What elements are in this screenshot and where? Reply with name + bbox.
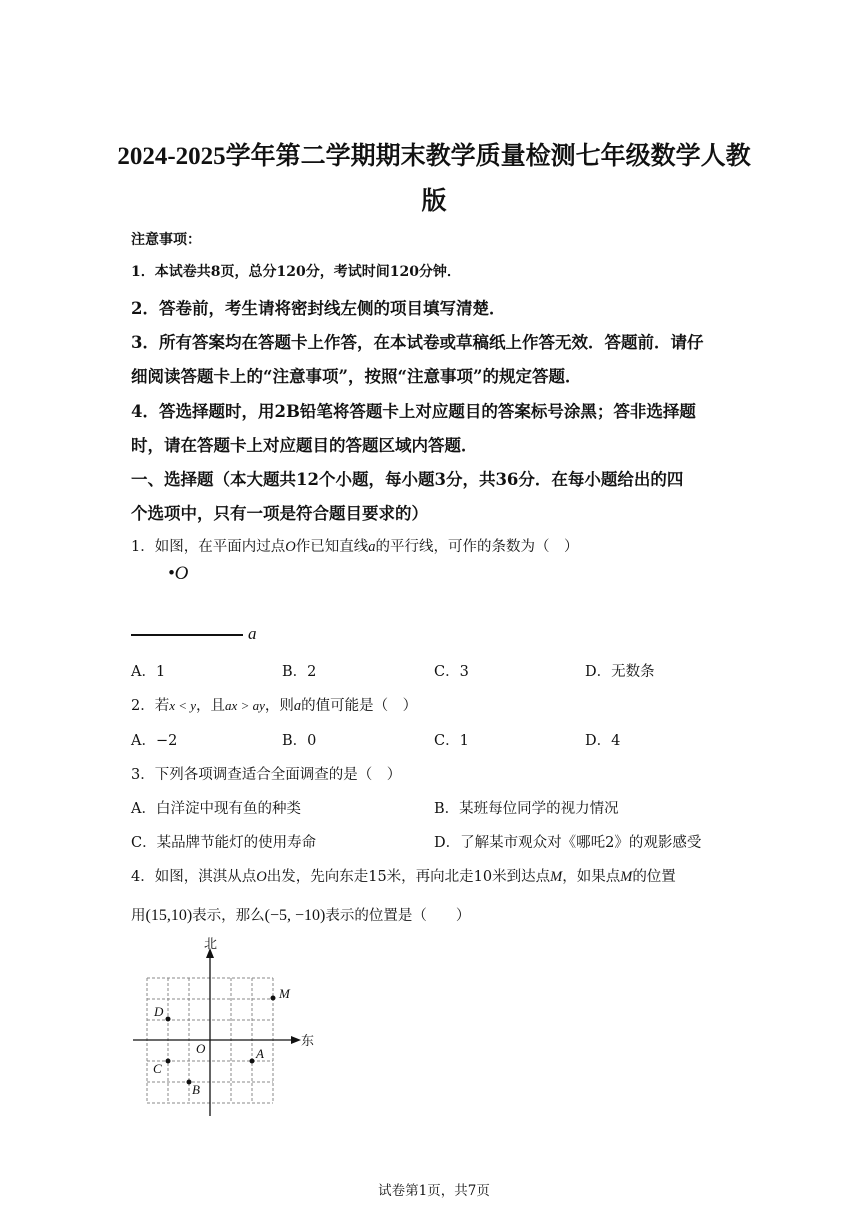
q2-option-c[interactable]: C．1 — [434, 733, 469, 749]
q2-stem-part: ，且 — [196, 698, 226, 714]
section-heading-line2: 个选项中，只有一项是符合题目要求的） — [131, 504, 428, 523]
q4-stem-part: 的位置 — [632, 869, 676, 885]
page-title-continued: 版 — [421, 188, 447, 215]
q4-axes — [133, 952, 297, 1116]
question-4-stem-line1 — [131, 865, 676, 886]
q4-point-c-label: C — [153, 1061, 162, 1076]
q4-stem-part: ，如果点 — [562, 869, 621, 885]
q4-point-m-label: M — [279, 986, 290, 1001]
q4-var-m: M — [550, 869, 563, 885]
q2-option-d[interactable]: D．4 — [585, 733, 621, 749]
q4-point-d — [166, 1017, 171, 1022]
question-1-stem — [131, 535, 578, 556]
q4-coordinate-query: (−5, −10) — [264, 907, 326, 924]
q1-var-a: a — [368, 539, 376, 555]
q1-figure-line-label: a — [248, 624, 257, 643]
q4-east-label: 东 — [301, 1033, 315, 1048]
q1-stem-part: 的平行线，可作的条数为（ ） — [375, 539, 579, 555]
q4-point-a-label: A — [256, 1046, 264, 1061]
q1-var-o: O — [285, 539, 296, 555]
q3-option-d[interactable]: D．了解某市观众对《哪吒2》的观影感受 — [434, 835, 702, 851]
q2-option-b[interactable]: B．0 — [282, 733, 317, 749]
q1-option-a[interactable]: A．1 — [131, 664, 166, 680]
note-4-line2: 时，请在答题卡上对应题目的答题区域内答题． — [131, 436, 478, 455]
q1-option-c[interactable]: C．3 — [434, 664, 469, 680]
q4-point-m — [271, 996, 276, 1001]
q1-stem-part: 作已知直线 — [295, 539, 369, 555]
q3-option-c[interactable]: C．某品牌节能灯的使用寿命 — [131, 835, 317, 851]
note-3-line2: 细阅读答题卡上的“注意事项”，按照“注意事项”的规定答题． — [131, 367, 582, 386]
note-1: 1．本试卷共8页，总分120分，考试时间120分钟． — [131, 264, 461, 280]
q1-option-b[interactable]: B．2 — [282, 664, 317, 680]
q1-figure-point-o: •O — [168, 563, 189, 584]
q4-x-axis-arrow — [291, 1036, 301, 1044]
q4-coordinate-m: (15,10) — [145, 907, 193, 924]
question-2-stem — [131, 694, 417, 715]
q4-point-b — [187, 1080, 192, 1085]
page-footer: 试卷第1页，共7页 — [378, 1183, 490, 1199]
q4-coordinate-figure — [125, 934, 325, 1120]
q4-point-a — [250, 1059, 255, 1064]
q2-condition-2: ax > ay — [225, 698, 265, 713]
note-3-line1: 3．所有答案均在答题卡上作答，在本试卷或草稿纸上作答无效．答题前．请仔 — [131, 333, 704, 352]
q2-option-a[interactable]: A．−2 — [131, 733, 178, 749]
question-3-stem: 3．下列各项调查适合全面调查的是（ ） — [131, 767, 402, 783]
note-4-line1: 4．答选择题时，用2B铅笔将答题卡上对应题目的答案标号涂黑；答非选择题 — [131, 402, 696, 421]
page-title: 2024-2025学年第二学期期末教学质量检测七年级数学人教 — [117, 143, 751, 170]
notes-heading: 注意事项： — [131, 232, 201, 248]
q4-var-m: M — [620, 869, 633, 885]
q3-option-b[interactable]: B．某班每位同学的视力情况 — [434, 801, 619, 817]
q2-stem-part: 2．若 — [131, 698, 170, 714]
q4-north-label: 北 — [204, 936, 218, 951]
question-4-stem-line2 — [131, 904, 470, 925]
q4-point-b-label: B — [192, 1082, 200, 1097]
q4-var-o: O — [256, 869, 267, 885]
q1-stem-part: 1．如图，在平面内过点 — [131, 539, 286, 555]
q4-stem-part: 4．如图，淇淇从点 — [131, 869, 257, 885]
section-heading-line1: 一、选择题（本大题共12个小题，每小题3分，共36分．在每小题给出的四 — [131, 470, 684, 489]
q4-point-c — [166, 1059, 171, 1064]
q4-point-d-label: D — [154, 1004, 164, 1019]
q2-condition-1: x < y — [169, 698, 197, 713]
q2-stem-part: 的值可能是（ ） — [301, 698, 418, 714]
q4-stem-part: 出发，先向东走15米，再向北走10米到达点 — [266, 869, 551, 885]
q3-option-a[interactable]: A．白洋淀中现有鱼的种类 — [131, 801, 301, 817]
q2-stem-part: ，则 — [264, 698, 294, 714]
q2-var-a: a — [293, 698, 302, 714]
note-2: 2．答卷前，考生请将密封线左侧的项目填写清楚． — [131, 299, 506, 318]
q4-origin-label: O — [196, 1041, 206, 1056]
q4-stem-part: 表示，那么 — [192, 908, 265, 924]
q4-stem-part: 用 — [131, 908, 146, 924]
q1-option-d[interactable]: D．无数条 — [585, 664, 655, 680]
q1-figure-line-a — [131, 634, 243, 636]
q4-stem-part: 表示的位置是（ ） — [325, 908, 471, 924]
